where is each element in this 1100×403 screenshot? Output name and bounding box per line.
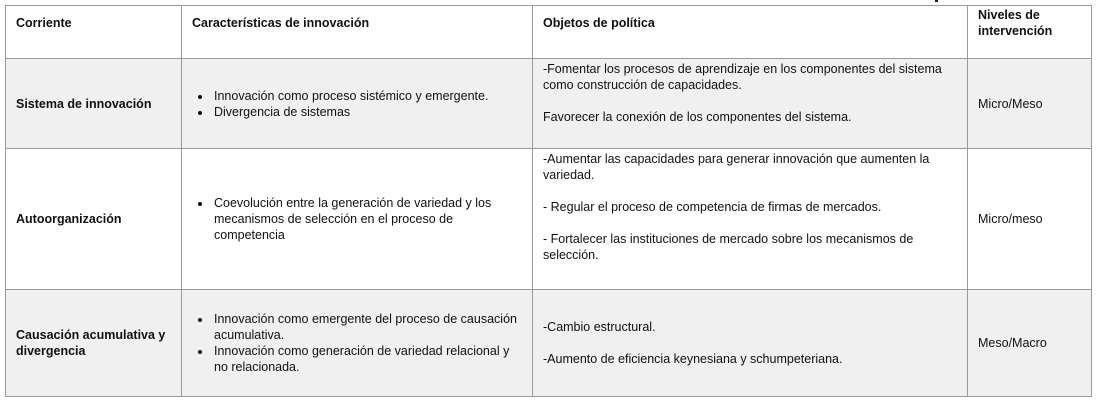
row-corriente: Autoorganización [6,149,182,290]
table-row [6,149,1092,290]
list-item: • Divergencia de sistemas [212,104,522,120]
objeto-text: -Aumentar las capacidades para generar innovación que aumenten la variedad. [543,152,930,182]
row-caracteristicas [182,59,533,149]
objeto-text: -Cambio estructural. [543,320,656,334]
page-mark [935,0,938,2]
objeto-text: -Aumento de eficiencia keynesiana y schumpeteriana. [543,352,843,366]
row-objetos [533,149,968,290]
row-corriente: Causación acumulativa y divergencia [6,290,182,397]
row-objetos [533,290,968,397]
caracteristicas-list [192,195,522,243]
caracteristicas-list [192,311,522,375]
list-item: • Coevolución entre la generación de variedad y los mecanismos de selección en el proceso de competencia [212,195,522,243]
header-corriente: Corriente [6,6,182,59]
header-caracteristicas: Características de innovación [182,6,533,59]
objeto-text: - Fortalecer las instituciones de mercado sobre los mecanismos de selección. [543,232,914,262]
header-niveles: Niveles de intervención [968,6,1092,59]
row-caracteristicas [182,290,533,397]
table-header-row [6,6,1092,59]
list-item: • Innovación como proceso sistémico y emergente. [212,88,522,104]
row-corriente: Sistema de innovación [6,59,182,149]
objeto-text: Favorecer la conexión de los componentes del sistema. [543,110,852,124]
objeto-text: -Fomentar los procesos de aprendizaje en los componentes del sistema como construcción de capacidades. [543,62,942,92]
header-objetos: Objetos de política [533,6,968,59]
row-objetos [533,59,968,149]
table-row [6,290,1092,397]
row-niveles: Micro/Meso [968,59,1092,149]
row-niveles: Meso/Macro [968,290,1092,397]
row-caracteristicas [182,149,533,290]
list-item: • Innovación como emergente del proceso de causación acumulativa. [212,311,522,343]
table-row [6,59,1092,149]
row-niveles: Micro/meso [968,149,1092,290]
list-item: • Innovación como generación de variedad relacional y no relacionada. [212,343,522,375]
objeto-text: - Regular el proceso de competencia de firmas de mercados. [543,200,882,214]
innovation-policy-table [5,5,1092,397]
caracteristicas-list [192,88,522,120]
